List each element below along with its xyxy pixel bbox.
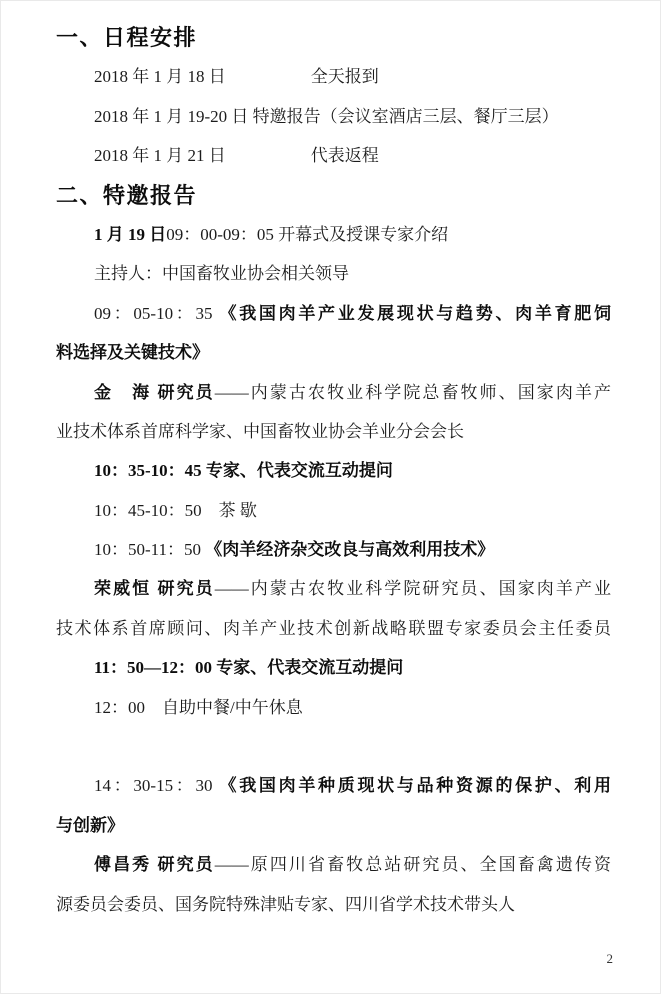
text-segment-bold: 10：35-10：45 专家、代表交流互动提问 xyxy=(94,461,393,481)
doc-line xyxy=(56,136,611,175)
doc-line xyxy=(56,845,611,884)
text-segment-bold: 料选择及关键技术》 xyxy=(56,343,209,363)
text-segment-bold: 傅昌秀 研究员 xyxy=(94,855,215,875)
page-number: 2 xyxy=(606,951,613,966)
text-segment: 12：00 自助中餐/中午休息 xyxy=(94,697,303,717)
doc-line xyxy=(56,766,611,805)
text-segment: 09：05-10：35 xyxy=(94,303,220,323)
text-segment: ——内蒙古农牧业科学院研究员、国家肉羊产业 xyxy=(214,579,612,599)
doc-line xyxy=(56,373,611,412)
text-segment-bold: 荣威恒 研究员 xyxy=(94,579,215,599)
text-segment-bold: 《我国肉羊种质现状与品种资源的保护、利用 xyxy=(219,776,612,796)
doc-line xyxy=(56,97,611,136)
text-segment: 技术体系首席顾问、肉羊产业技术创新战略联盟专家委员会主任委员 xyxy=(56,618,611,638)
text-segment-bold: 《我国肉羊产业发展现状与趋势、肉羊育肥饲 xyxy=(219,303,612,323)
text-segment: 主持人：中国畜牧业协会相关领导 xyxy=(94,264,349,284)
doc-line xyxy=(56,215,611,254)
text-segment: ——内蒙古农牧业科学院总畜牧师、国家肉羊产 xyxy=(214,382,612,402)
doc-line xyxy=(56,451,611,490)
blank-line xyxy=(56,727,611,766)
doc-line xyxy=(56,648,611,687)
text-segment: 10：45-10：50 茶 歇 xyxy=(94,500,257,520)
text-segment: 源委员会委员、国务院特殊津贴专家、四川省学术技术带头人 xyxy=(56,894,515,914)
doc-line xyxy=(56,530,611,569)
doc-line xyxy=(56,806,611,845)
doc-line xyxy=(56,412,611,451)
text-segment: 14：30-15：30 xyxy=(94,776,220,796)
text-segment: 10：50-11：50 xyxy=(94,540,206,560)
doc-line xyxy=(56,609,611,648)
doc-line xyxy=(56,333,611,372)
doc-line xyxy=(56,688,611,727)
text-segment: 2018 年 1 月 21 日 代表返程 xyxy=(94,146,379,166)
text-segment: 业技术体系首席科学家、中国畜牧业协会羊业分会会长 xyxy=(56,421,464,441)
doc-line xyxy=(56,569,611,608)
doc-line xyxy=(56,254,611,293)
text-segment: ——原四川省畜牧总站研究员、全国畜禽遗传资 xyxy=(214,855,612,875)
section-heading xyxy=(56,18,611,57)
section-heading xyxy=(56,176,611,215)
text-segment: 2018 年 1 月 19-20 日 特邀报告（会议室酒店三层、餐厅三层） xyxy=(94,106,559,126)
doc-line xyxy=(56,491,611,530)
text-segment-bold: 金 海 研究员 xyxy=(94,382,215,402)
text-segment-bold: 二、特邀报告 xyxy=(56,182,198,208)
text-segment-bold: 与创新》 xyxy=(56,815,124,835)
document-content xyxy=(1,1,660,924)
text-segment: 2018 年 1 月 18 日 全天报到 xyxy=(94,67,379,87)
doc-line xyxy=(56,294,611,333)
text-segment-bold: 11：50—12：00 专家、代表交流互动提问 xyxy=(94,658,404,678)
text-segment: 09：00-09：05 开幕式及授课专家介绍 xyxy=(166,224,449,244)
text-segment-bold: 一、日程安排 xyxy=(56,25,198,50)
text-segment-bold: 《肉羊经济杂交改良与高效利用技术》 xyxy=(205,540,495,560)
text-segment-bold: 1 月 19 日 xyxy=(94,224,167,244)
doc-line xyxy=(56,57,611,96)
doc-line xyxy=(56,885,611,924)
